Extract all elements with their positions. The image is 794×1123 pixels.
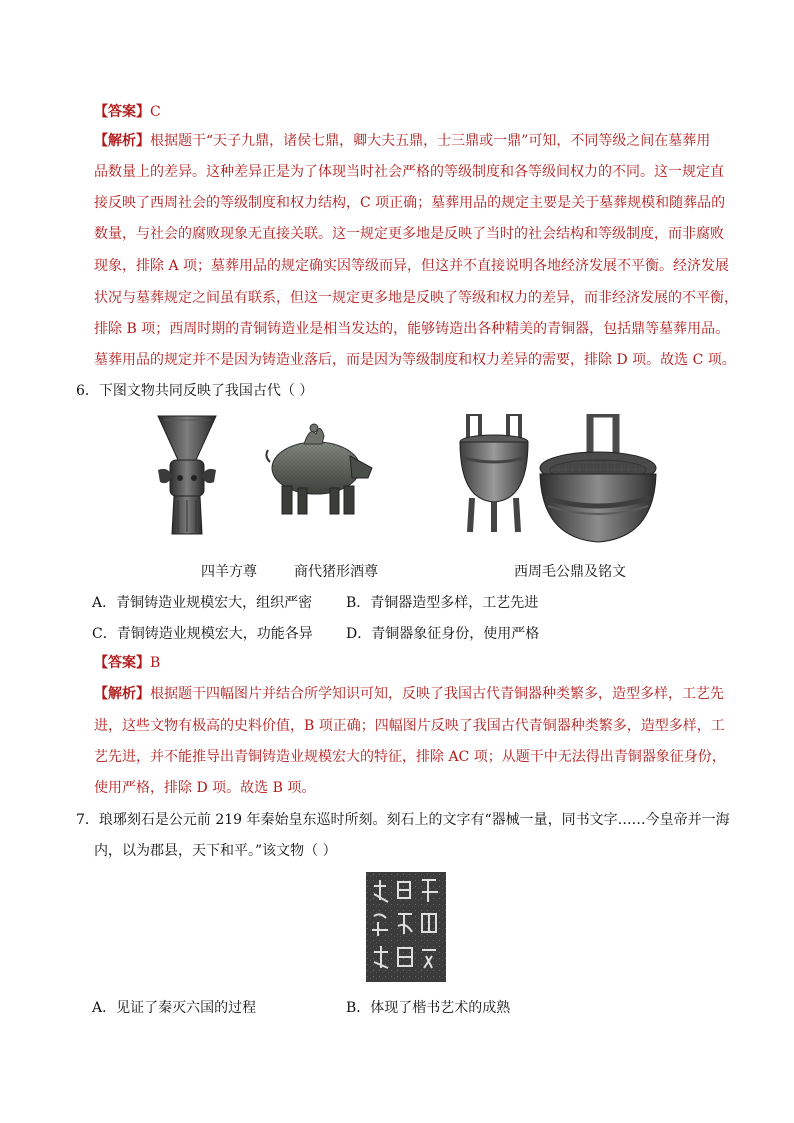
q6-answer (94, 653, 160, 673)
q6-analysis-line-2: 艺先进，并不能推导出青铜铸造业规模宏大的特征，排除 AC 项；从题干中无法得出青铜器象征身份， (94, 749, 726, 765)
q7-option-a: A．见证了秦灭六国的过程 (92, 1000, 257, 1016)
q5-analysis-line-6: 排除 B 项；西周时期的青铜铸造业是相当发达的，能够铸造出各种精美的青铜器，包括鼎等墓葬用品。 (94, 321, 730, 337)
q5-analysis-line-2: 接反映了西周社会的等级制度和权力结构，C 项正确；墓葬用品的规定主要是关于墓葬规模和随葬品的 (94, 195, 726, 211)
q6-analysis-line-0: 【解析】根据题干四幅图片并结合所学知识可知，反映了我国古代青铜器种类繁多，造型多样，工艺先 (94, 686, 724, 702)
q5-analysis-line-4: 现象，排除 A 项；墓葬用品的规定确实因等级而异，但这并不直接说明各地经济发展不平衡。经济发展 (94, 258, 730, 274)
q5-answer (94, 102, 161, 122)
answer-value: B (150, 655, 161, 671)
q6-option-b: B．青铜器造型多样，工艺先进 (346, 595, 539, 611)
caption-pig-zun: 商代猪形酒尊 (294, 564, 378, 580)
pig-shaped-zun-image (264, 416, 374, 518)
q6-option-d: D．青铜器象征身份，使用严格 (346, 626, 540, 642)
caption-four-ram-zun: 四羊方尊 (201, 564, 257, 580)
q7-stem-line-1: 内，以为郡县，天下和平。”该文物（ ） (94, 843, 337, 859)
q6-analysis-line-1: 进，这些文物有极高的史料价值，B 项正确；四幅图片反映了我国古代青铜器种类繁多，造型多样，工 (94, 718, 725, 734)
q6-option-c: C．青铜铸造业规模宏大，功能各异 (92, 626, 313, 642)
q5-analysis-line-7: 墓葬用品的规定并不是因为铸造业落后，而是因为等级制度和权力差异的需要，排除 D 项。故选 C 项。 (94, 352, 736, 368)
mao-gong-ding-inscription-image (538, 414, 658, 546)
caption-mao-gong-ding: 西周毛公鼎及铭文 (514, 564, 626, 580)
analysis-tag: 【解析】 (94, 133, 150, 149)
q5-analysis-line-1: 品数量上的差异。这种差异正是为了体现当时社会严格的等级制度和各等级间权力的不同。这一规定直 (94, 164, 724, 180)
answer-value: C (150, 104, 161, 120)
langya-stone-inscription-image (366, 872, 446, 982)
answer-tag: 【答案】 (94, 104, 150, 120)
q5-analysis-line-5: 状况与墓葬规定之间虽有联系，但这一规定更多地是反映了等级和权力的差异，而非经济发展的不平衡， (94, 290, 738, 306)
q5-analysis-line-3: 数量，与社会的腐败现象无直接关联。这一规定更多地是反映了当时的社会结构和等级制度，而非腐败 (94, 226, 724, 242)
four-ram-zun-image (156, 414, 218, 540)
q7-stem-line-0: 7．琅琊刻石是公元前 219 年秦始皇东巡时所刻。刻石上的文字有“器械一量，同书文字……今皇帝并一海 (76, 812, 730, 828)
analysis-tag: 【解析】 (94, 686, 150, 702)
q7-option-b: B．体现了楷书艺术的成熟 (346, 1000, 511, 1016)
answer-tag: 【答案】 (94, 655, 150, 671)
q5-analysis-line-0: 【解析】根据题干“天子九鼎，诸侯七鼎，卿大夫五鼎，士三鼎或一鼎”可知，不同等级之间在墓葬用 (94, 133, 711, 149)
q6-analysis-line-3: 使用严格，排除 D 项。故选 B 项。 (94, 780, 316, 796)
mao-gong-ding-image (458, 414, 530, 534)
q6-option-a: A．青铜铸造业规模宏大，组织严密 (92, 595, 313, 611)
q6-stem: 6．下图文物共同反映了我国古代（ ） (76, 383, 314, 399)
